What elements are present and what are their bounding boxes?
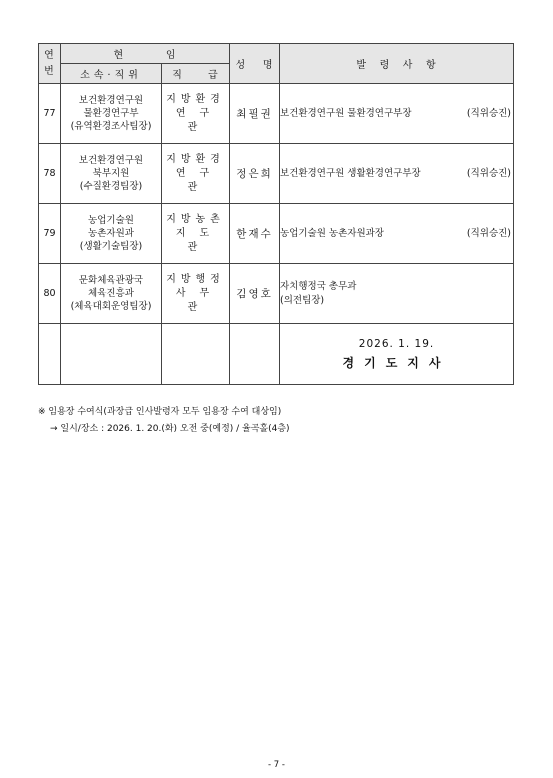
row-department: 문화체육관광국 체육진흥과 (체육대회운영팀장) (61, 264, 162, 324)
row-appointment: 보건환경연구원 물환경연구부장 (직위승진) (280, 84, 514, 144)
row-appointment: 자치행정국 총무과 (의전팀장) (280, 264, 514, 324)
appointment-table (38, 43, 514, 385)
table-row (39, 84, 514, 144)
issuer-name: 경기도지사 (342, 355, 451, 370)
issue-date: 2026. 1. 19. (358, 337, 435, 350)
row-number: 77 (39, 84, 61, 144)
header-appointment: 발 령 사 항 (280, 44, 514, 84)
signature-block (280, 324, 514, 385)
table-row (39, 264, 514, 324)
row-grade: 지방환경 연구관 (162, 144, 230, 204)
header-dept-position: 소속·직위 (61, 64, 162, 84)
ceremony-note: ※ 임용장 수여식(과장급 인사발령자 모두 임용장 수여 대상임) (38, 407, 282, 417)
row-grade: 지방행정 사무관 (162, 264, 230, 324)
header-name: 성 명 (230, 44, 280, 84)
header-num: 연 번 (39, 44, 61, 84)
header-current: 현 임 (61, 44, 230, 64)
row-grade: 지방농촌 지도관 (162, 204, 230, 264)
row-name: 최필권 (230, 84, 280, 144)
row-name: 한재수 (230, 204, 280, 264)
row-number: 80 (39, 264, 61, 324)
row-department: 보건환경연구원 북부지원 (수질환경팀장) (61, 144, 162, 204)
row-appointment: 농업기술원 농촌자원과장 (직위승진) (280, 204, 514, 264)
row-department: 농업기술원 농촌자원과 (생활기술팀장) (61, 204, 162, 264)
row-grade: 지방환경 연구관 (162, 84, 230, 144)
page-number: - 7 - (268, 760, 285, 770)
row-name: 김영호 (230, 264, 280, 324)
header-grade: 직 급 (162, 64, 230, 84)
row-department: 보건환경연구원 물환경연구부 (유역환경조사팀장) (61, 84, 162, 144)
row-name: 정은희 (230, 144, 280, 204)
row-number: 78 (39, 144, 61, 204)
row-appointment: 보건환경연구원 생활환경연구부장 (직위승진) (280, 144, 514, 204)
signature-row (39, 324, 514, 385)
table-row (39, 204, 514, 264)
ceremony-schedule: → 일시/장소 : 2026. 1. 20.(화) 오전 중(예정) / 율곡홀(4층) (50, 424, 290, 434)
row-number: 79 (39, 204, 61, 264)
table-row (39, 144, 514, 204)
